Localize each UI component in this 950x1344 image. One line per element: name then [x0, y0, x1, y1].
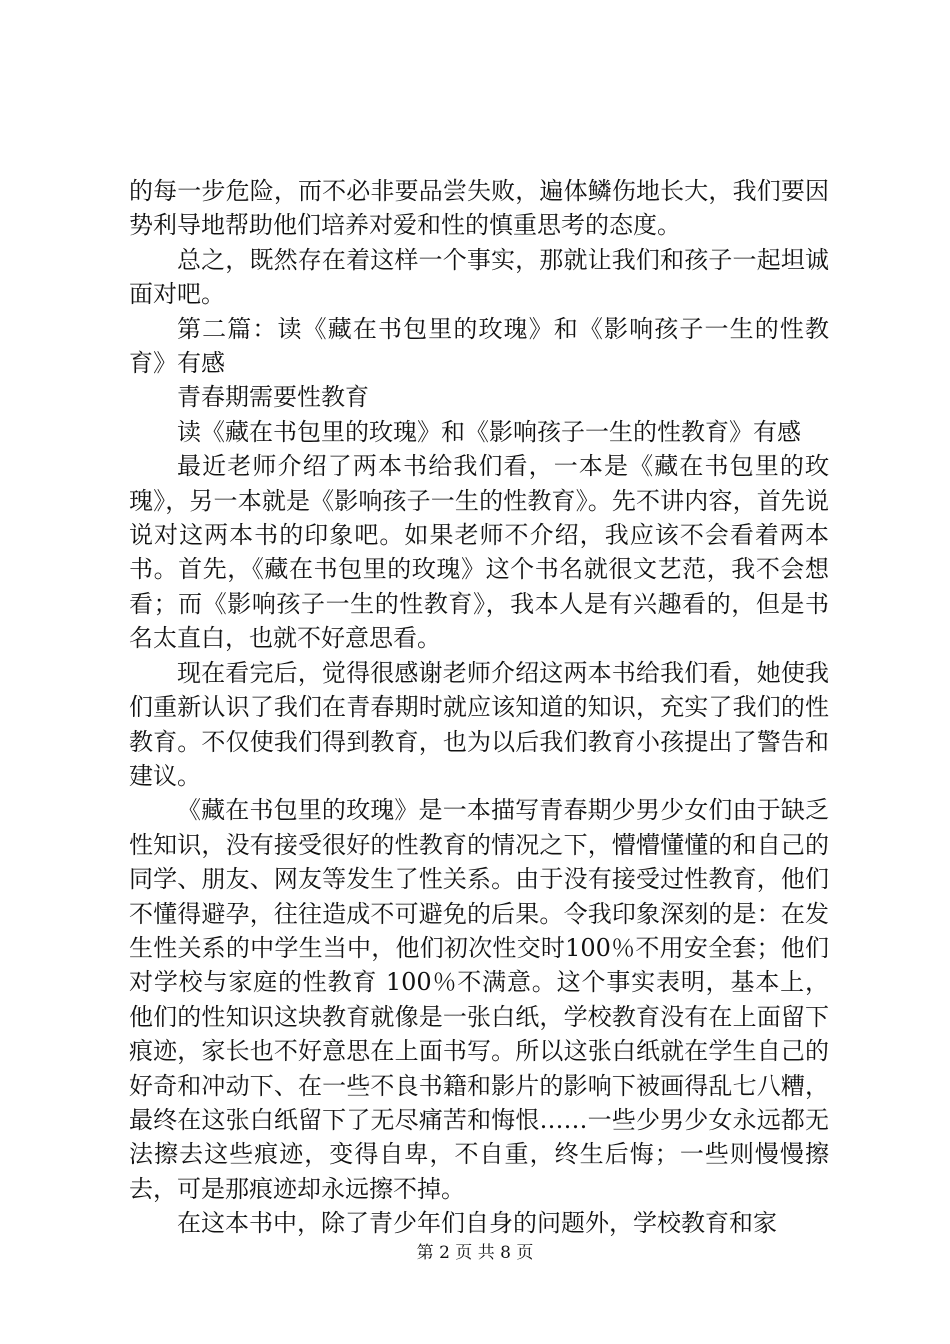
document-body — [129, 174, 829, 1241]
paragraph-2: 总之，既然存在着这样一个事实，那就让我们和孩子一起坦诚面对吧。 — [129, 245, 829, 309]
paragraph-8: 《藏在书包里的玫瑰》是一本描写青春期少男少女们由于缺乏性知识，没有接受很好的性教育的情况之下，懵懵懂懂的和自己的同学、朋友、网友等发生了性关系。由于没有接受过性教育，他们不懂得避孕，往往造成不可避免的后果。令我印象深刻的是：在发生性关系的中学生当中，他们初次性交时100％不用安全套；他们对学校与家庭的性教育 100％不满意。这个事实表明，基本上，他们的性知识这块教育就像是一张白纸，学校教育没有在上面留下痕迹，家长也不好意思在上面书写。所以这张白纸就在学生自己的好奇和冲动下、在一些不良书籍和影片的影响下被画得乱七八糟，最终在这张白纸留下了无尽痛苦和悔恨……一些少男少女永远都无法擦去这些痕迹，变得自卑，不自重，终生后悔；一些则慢慢擦去，可是那痕迹却永远擦不掉。 — [129, 796, 829, 1203]
page-footer: 第 2 页 共 8 页 — [416, 1243, 534, 1263]
article-title: 青春期需要性教育 — [177, 383, 369, 412]
paragraph-6: 最近老师介绍了两本书给我们看，一本是《藏在书包里的玫瑰》，另一本就是《影响孩子一生的性教育》。先不讲内容，首先说说对这两本书的印象吧。如果老师不介绍，我应该不会看着两本书。首先，《藏在书包里的玫瑰》这个书名就很文艺范，我不会想看；而《影响孩子一生的性教育》，我本人是有兴趣看的，但是书名太直白，也就不好意思看。 — [129, 452, 829, 653]
paragraph-7: 现在看完后，觉得很感谢老师介绍这两本书给我们看，她使我们重新认识了我们在青春期时就应该知道的知识，充实了我们的性教育。不仅使我们得到教育，也为以后我们教育小孩提出了警告和建议。 — [129, 658, 829, 790]
paragraph-1: 的每一步危险，而不必非要品尝失败，遍体鳞伤地长大，我们要因势利导地帮助他们培养对爱和性的慎重思考的态度。 — [129, 177, 829, 240]
paragraph-9: 在这本书中，除了青少年们自身的问题外，学校教育和家 — [177, 1209, 777, 1238]
section-heading: 第二篇：读《藏在书包里的玫瑰》和《影响孩子一生的性教育》有感 — [129, 314, 829, 378]
article-subtitle: 读《藏在书包里的玫瑰》和《影响孩子一生的性教育》有感 — [177, 417, 801, 446]
